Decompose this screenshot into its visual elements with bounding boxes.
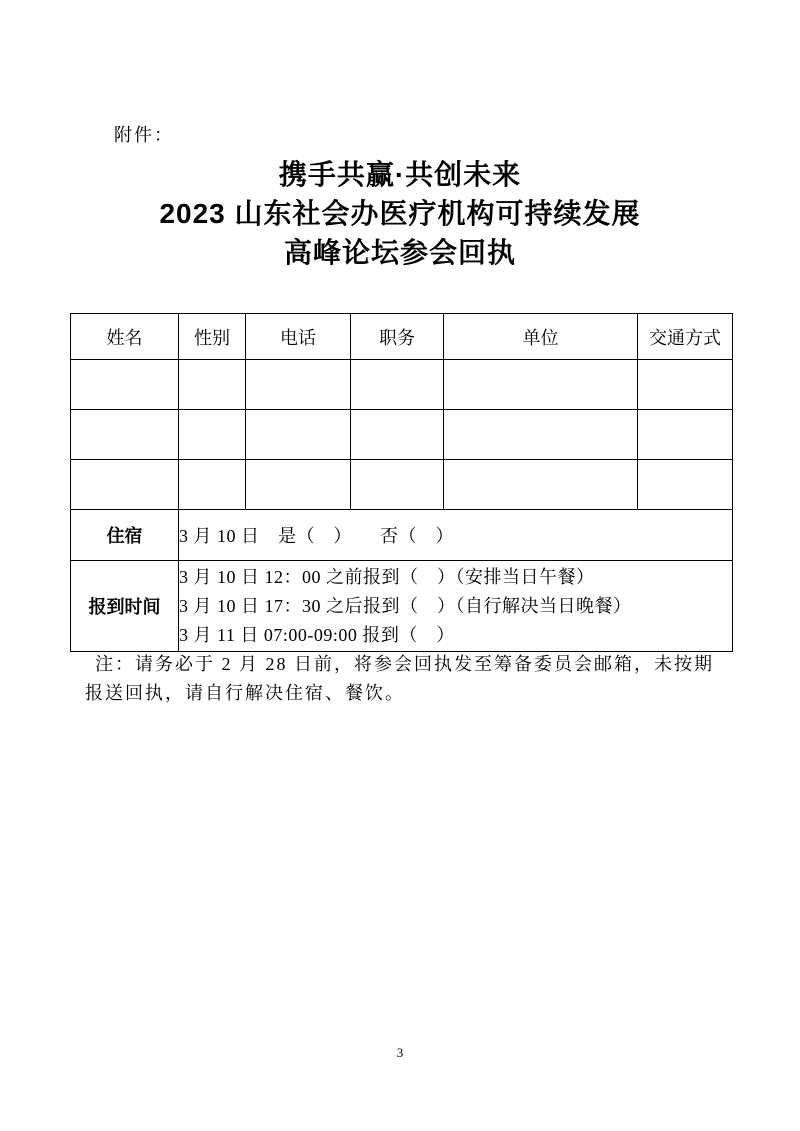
header-cell-gender: 性别	[179, 314, 246, 360]
entry-cell	[444, 460, 638, 510]
entry-cell	[638, 360, 733, 410]
entry-cell	[444, 410, 638, 460]
title-line-1: 携手共赢·共创未来	[278, 159, 522, 190]
entry-row	[71, 410, 733, 460]
lodging-value: 3 月 10 日 是（ ） 否（ ）	[179, 510, 733, 561]
entry-cell	[71, 460, 179, 510]
entry-cell	[351, 360, 444, 410]
entry-cell	[179, 360, 246, 410]
entry-rows	[71, 360, 733, 510]
entry-cell	[179, 410, 246, 460]
checkin-option-3: 3 月 11 日 07:00-09:00 报到（ ）	[179, 624, 455, 645]
entry-cell	[246, 360, 351, 410]
entry-row	[71, 460, 733, 510]
entry-cell	[638, 410, 733, 460]
header-cell-name: 姓名	[71, 314, 179, 360]
title-line-3: 高峰论坛参会回执	[283, 237, 516, 268]
document-title	[0, 155, 800, 272]
page-number: 3	[396, 1045, 404, 1060]
lodging-label: 住宿	[71, 510, 179, 561]
entry-cell	[638, 460, 733, 510]
entry-cell	[444, 360, 638, 410]
lodging-row	[71, 510, 733, 561]
entry-cell	[246, 460, 351, 510]
header-cell-phone: 电话	[246, 314, 351, 360]
header-cell-position: 职务	[351, 314, 444, 360]
entry-cell	[71, 410, 179, 460]
entry-row	[71, 360, 733, 410]
checkin-label: 报到时间	[71, 561, 179, 652]
entry-cell	[351, 460, 444, 510]
note-line-2: 报送回执，请自行解决住宿、餐饮。	[85, 683, 405, 703]
entry-cell	[351, 410, 444, 460]
checkin-row	[71, 561, 733, 652]
header-cell-transport: 交通方式	[638, 314, 733, 360]
entry-cell	[179, 460, 246, 510]
entry-cell	[71, 360, 179, 410]
note-line-1: 注：请务必于 2 月 28 日前，将参会回执发至筹备委员会邮箱，未按期	[95, 654, 714, 674]
title-line-2: 2023 山东社会办医疗机构可持续发展	[159, 198, 641, 229]
reply-form-table	[70, 313, 733, 652]
checkin-option-1: 3 月 10 日 12：00 之前报到（ ）（安排当日午餐）	[179, 566, 595, 587]
entry-cell	[246, 410, 351, 460]
checkin-options	[179, 561, 733, 652]
header-cell-organization: 单位	[444, 314, 638, 360]
attachment-label: 附件：	[114, 125, 174, 145]
note-paragraph	[85, 650, 735, 708]
table-header-row	[71, 314, 733, 360]
checkin-option-2: 3 月 10 日 17：30 之后报到（ ）（自行解决当日晚餐）	[179, 595, 632, 616]
